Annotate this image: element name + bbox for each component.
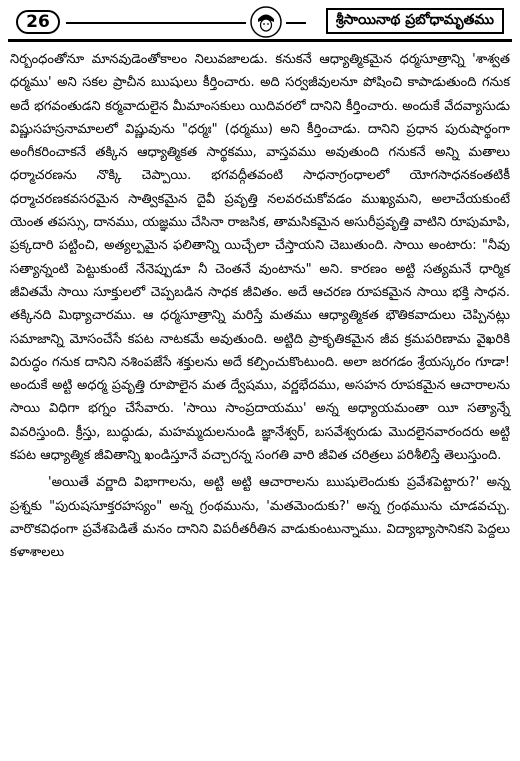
paragraph-2: 'అయితే వర్ణాది విభాగాలను, అట్టి అట్టి ఆచారాలను ఋషులెందుకు ప్రవేశపెట్టారు?' అన్న ప్రశ్నకు "పురుషసూక్తరహస్యం" అన్న గ్రంథమును, 'మతమెందుకు?' అన్న గ్రంథమును చూడవచ్చు. వారొకవిధంగా ప్రవేశపెడితే మనం దానిని విపరీతరీతిన వాడుకుంటున్నాము. విద్యాభ్యాసానికని పెద్దలు కళాశాలలు	[10, 475, 510, 561]
sai-baba-portrait-icon	[250, 6, 282, 38]
header-divider-left	[66, 22, 246, 24]
paragraph-1: నిర్బంధంతోనూ మానవుడెంతోకాలం నిలువజాలడు. కనుకనే ఆధ్యాత్మికమైన ధర్మసూత్రాన్ని 'శాశ్వత ధర్మము' అని సకల ప్రాచీన ఋషులు కీర్తించారు. అది సర్వజీవులనూ పోషించి కాపాడుతుంది గనుక అదే భగవంతుడని కర్మవాదులైన మీమాంసకులు యిదివరలో దానిని కీర్తించారు. అందుకే వేదవ్యాసుడు విష్ణుసహస్రనామాలలో విష్ణువును "ధర్మః" (ధర్మము) అని కీర్తించాడు. దానిని ప్రధాన పురుషార్థంగా అంగీకరించాకనే తక్కిన ఆధ్యాత్మికత సార్థకము, వాస్తవము అవుతుంది గనుకనే అన్ని మతాలు ధర్మాచరణను నొక్కి చెప్పాయి. భగవద్గీతవంటి సాధనాగ్రంధాలలో యోగసాధనకంతటికీ ధర్మాచరణకవసరమైన సాత్వికమైన దైవీ ప్రవృత్తి నలవరచుకోవడం ముఖ్యమని, అలాచేయకుంటే యెంత తపస్సు, దానము, యజ్ఞము చేసినా రాజసిక, తామసికమైన అసురీప్రవృత్తి వాటిని రూపుమాపి, ప్రక్కదారి పట్టించి, అత్యల్పమైన ఫలితాన్ని యిచ్చేలా చేస్తాయని చెబుతుంది. సాయి అంటారు: "నీవు సత్యాన్నంటి పెట్టుకుంటే నేనెప్పుడూ నీ చెంతనే వుంటాను" అని. కారణం అట్టి సత్యమనే ధార్మిక జీవితమే సాయి సూక్తులలో చెప్పబడిన సాధక జీవితం. అదే ఆచరణ రూపకమైన సాయి భక్తి సాధన. తక్కినది మిథ్యాచారము. ఆ ధర్మసూత్రాన్ని మరిస్తే మతము ఆధ్యాత్మికత భౌతికవాదులు చెప్పినట్లు సమాజాన్ని మోసంచేసే కపట నాటకమే అవుతుంది. అట్టిది ప్రాకృతికమైన జీవ క్రమపరిణామ వైఖరికి విరుద్ధం గనుక దానిని నశింపజేసే శక్తులను అదే కల్పించుకొంటుంది. అలా జరగడం శ్రేయస్కరం గూడా! అందుకే అట్టి అధర్మ ప్రవృత్తి రూపొలైన మత ద్వేషము, వర్ణభేదము, అసహన రూపకమైన ఆచారాలను సాయి విధిగా భగ్నం చేసేవారు. 'సాయి సాంప్రదాయము' అన్న అధ్యాయమంతా యీ సత్యాన్నే వివరిస్తుంది. క్రీస్తు, బుద్ధుడు, మహమ్మదులనుండి జ్ఞానేశ్వర్, బసవేశ్వరుడు మొదలైనవారందరు అట్టి కపట ఆధ్యాత్మిక జీవితాన్ని ఖండిస్తూనే వచ్చారన్న సంగతి వారి జీవిత చరిత్రలు పరిశీలిస్తే తెలుస్తుంది.	[10, 52, 510, 464]
page-number: 26	[16, 10, 60, 34]
header-divider-right	[286, 22, 306, 24]
header-rule	[8, 39, 512, 42]
page-header	[8, 6, 512, 40]
running-title: శ్రీసాయినాథ ప్రబోధామృతము	[326, 8, 504, 34]
body-text	[10, 48, 510, 565]
